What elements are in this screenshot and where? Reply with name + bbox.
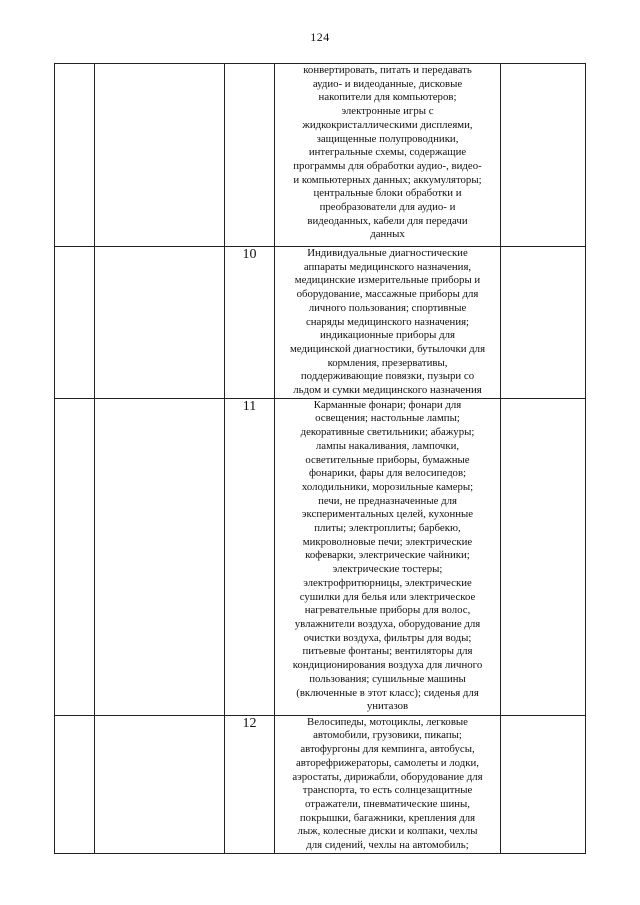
description-line: отражатели, пневматические шины, — [305, 797, 470, 810]
description-line: экспериментальных целей, кухонные — [301, 508, 474, 521]
description-line: оборудование, массажные приборы для — [296, 288, 479, 301]
description-line: интегральные схемы, содержащие — [308, 146, 467, 159]
description-line: медицинские измерительные приборы и — [294, 274, 481, 287]
description-line: фонарики, фары для велосипедов; — [308, 467, 467, 480]
description-line: Индивидуальные диагностические — [307, 247, 468, 259]
empty-cell — [95, 715, 225, 853]
description-line: снаряды медицинского назначения; — [305, 315, 470, 328]
description-line: электрофритюрницы, электрические — [303, 576, 472, 589]
description-line: декоративные светильники; абажуры; — [300, 426, 475, 439]
description-line: плиты; электроплиты; барбекю, — [314, 522, 461, 535]
description-line: автофургоны для кемпинга, автобусы, — [300, 743, 475, 756]
empty-cell — [55, 247, 95, 399]
description-line: (включенные в этот класс); сиденья для — [296, 686, 479, 699]
description-line: аппараты медицинского назначения, — [303, 260, 472, 273]
description-line: осветительные приборы, бумажные — [305, 453, 470, 466]
class-number-cell: 10 — [225, 247, 275, 399]
description-line: сушилки для белья или электрическое — [299, 590, 476, 603]
description-line: индикационные приборы для — [319, 329, 455, 342]
description-line: Велосипеды, мотоциклы, легковые — [307, 715, 468, 728]
table-row — [55, 64, 586, 247]
empty-cell — [55, 715, 95, 853]
empty-cell — [501, 398, 586, 715]
description-line: унитазов — [366, 700, 409, 713]
table-row — [55, 715, 586, 853]
description-line: накопители для компьютеров; — [318, 91, 457, 104]
goods-description-cell — [275, 247, 501, 399]
description-line: и компьютерных данных; аккумуляторы; — [293, 173, 482, 186]
empty-cell — [95, 247, 225, 399]
description-line: автомобили, грузовики, пикапы; — [313, 729, 462, 742]
description-line: центральные блоки обработки и — [313, 187, 462, 200]
description-line: холодильники, морозильные камеры; — [301, 480, 474, 493]
description-line: личного пользования; спортивные — [308, 301, 467, 314]
description-line: лампы накаливания, лампочки, — [315, 439, 460, 452]
description-line: программы для обработки аудио-, видео- — [293, 159, 482, 172]
description-line: поддерживающие повязки, пузыри со — [300, 370, 475, 383]
description-line: увлажнители воздуха, оборудование для — [294, 617, 481, 630]
table-body — [55, 64, 586, 854]
description-line: нагревательные приборы для волос, — [304, 604, 471, 617]
goods-description-cell — [275, 398, 501, 715]
goods-table — [54, 63, 586, 854]
description-line: аудио- и видеоданные, дисковые — [312, 77, 463, 90]
page-number: 124 — [310, 30, 330, 44]
description-line: электрические тостеры; — [332, 563, 443, 576]
table-row — [55, 398, 586, 715]
description-line: льдом и сумки медицинского назначения — [293, 384, 482, 397]
description-line: покрышки, багажники, крепления для — [299, 811, 476, 824]
description-line: Карманные фонари; фонари для — [313, 398, 462, 411]
description-line: для сидений, чехлы на автомобиль; — [306, 839, 469, 852]
description-line: видеоданных, кабели для передачи — [307, 214, 468, 227]
goods-description-cell — [275, 715, 501, 853]
description-line: лыж, колесные диски и колпаки, чехлы — [297, 825, 478, 838]
empty-cell — [501, 715, 586, 853]
description-line: жидкокристаллическими дисплеями, — [302, 118, 473, 131]
description-line: аэростаты, дирижабли, оборудование для — [292, 770, 483, 783]
empty-cell — [501, 247, 586, 399]
description-line: кондиционирования воздуха для личного — [292, 659, 483, 672]
description-line: пользования; сушильные машины — [309, 672, 466, 685]
description-line: защищенные полупроводники, — [316, 132, 459, 145]
description-line: очистки воздуха, фильтры для воды; — [303, 631, 472, 644]
table-row — [55, 247, 586, 399]
description-line: преобразователи для аудио- и — [319, 201, 456, 214]
class-number-cell: 12 — [225, 715, 275, 853]
empty-cell — [55, 398, 95, 715]
empty-cell — [55, 64, 95, 247]
description-line: кормления, презервативы, — [327, 356, 448, 369]
class-number-cell: 11 — [225, 398, 275, 715]
description-line: данных — [370, 228, 405, 241]
empty-cell — [501, 64, 586, 247]
description-line: медицинской диагностики, бутылочки для — [289, 342, 486, 355]
empty-cell — [95, 398, 225, 715]
goods-description-cell — [275, 64, 501, 247]
description-line: микроволновые печи; электрические — [302, 535, 473, 548]
class-number-cell — [225, 64, 275, 247]
description-line: авторефрижераторы, самолеты и лодки, — [296, 756, 479, 769]
description-line: конвертировать, питать и передавать — [303, 64, 472, 76]
description-line: освещения; настольные лампы; — [315, 412, 460, 425]
description-line: кофеварки, электрические чайники; — [305, 549, 470, 562]
description-line: электронные игры с — [341, 105, 434, 118]
empty-cell — [95, 64, 225, 247]
description-line: питьевые фонтаны; вентиляторы для — [302, 645, 473, 658]
description-line: транспорта, то есть солнцезащитные — [302, 784, 473, 797]
description-line: печи, не предназначенные для — [318, 494, 457, 507]
